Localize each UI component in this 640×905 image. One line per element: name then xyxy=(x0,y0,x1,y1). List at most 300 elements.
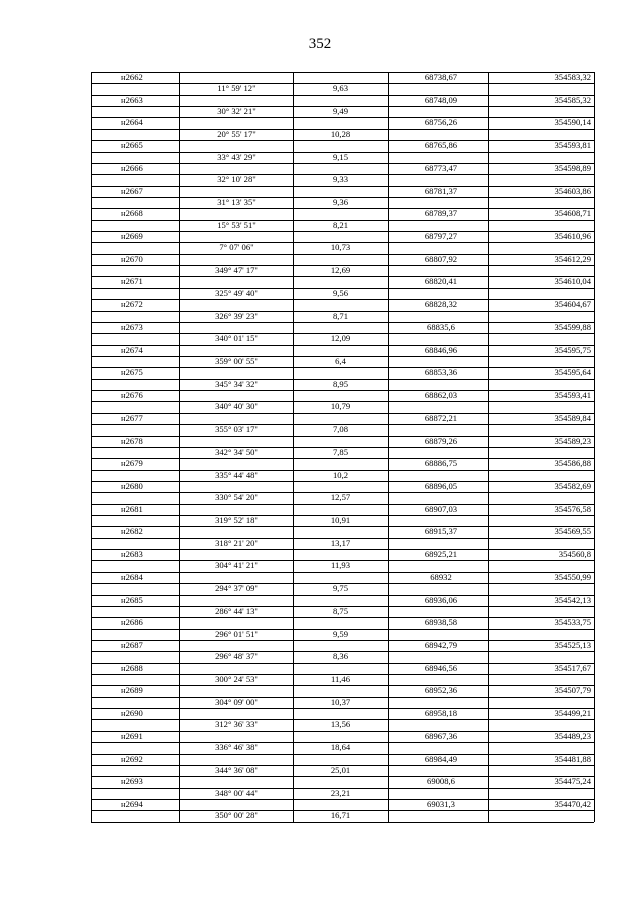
point-row xyxy=(91,481,594,492)
column-divider xyxy=(488,674,489,685)
column-divider xyxy=(91,458,92,469)
point-row xyxy=(91,367,594,378)
column-divider xyxy=(91,549,92,560)
column-divider xyxy=(91,106,92,117)
segment-length: 9,15 xyxy=(332,151,349,162)
column-divider xyxy=(179,708,180,719)
coordinate-y: 354586,88 xyxy=(554,458,591,469)
column-divider xyxy=(388,470,389,481)
direction-angle: 296° 48' 37" xyxy=(215,651,258,662)
column-divider xyxy=(179,549,180,560)
column-divider xyxy=(91,595,92,606)
column-divider xyxy=(91,538,92,549)
column-divider xyxy=(594,481,595,492)
column-divider xyxy=(388,538,389,549)
point-name: н2672 xyxy=(121,299,143,310)
column-divider xyxy=(388,117,389,128)
segment-length: 8,71 xyxy=(332,310,349,321)
segment-row xyxy=(91,197,594,208)
column-divider xyxy=(388,515,389,526)
column-divider xyxy=(179,208,180,219)
table-bottom-border xyxy=(91,822,594,823)
coordinate-y: 354610,96 xyxy=(554,231,591,242)
direction-angle: 296° 01' 51" xyxy=(215,628,258,639)
column-divider xyxy=(594,254,595,265)
direction-angle: 319° 52' 18" xyxy=(215,515,258,526)
column-divider xyxy=(179,617,180,628)
column-divider xyxy=(488,197,489,208)
column-divider xyxy=(388,754,389,765)
column-divider xyxy=(388,276,389,287)
column-divider xyxy=(388,197,389,208)
column-divider xyxy=(594,515,595,526)
point-row xyxy=(91,72,594,83)
column-divider xyxy=(293,322,294,333)
column-divider xyxy=(388,220,389,231)
column-divider xyxy=(179,345,180,356)
column-divider xyxy=(179,254,180,265)
column-divider xyxy=(388,288,389,299)
column-divider xyxy=(179,640,180,651)
column-divider xyxy=(293,617,294,628)
segment-row xyxy=(91,788,594,799)
column-divider xyxy=(91,208,92,219)
column-divider xyxy=(293,367,294,378)
direction-angle: 345° 34' 32" xyxy=(215,378,258,389)
column-divider xyxy=(91,560,92,571)
column-divider xyxy=(91,379,92,390)
column-divider xyxy=(388,572,389,583)
coordinate-y: 354589,23 xyxy=(554,435,591,446)
column-divider xyxy=(388,708,389,719)
column-divider xyxy=(594,685,595,696)
column-divider xyxy=(388,356,389,367)
segment-row xyxy=(91,333,594,344)
column-divider xyxy=(91,447,92,458)
segment-length: 13,17 xyxy=(330,537,351,548)
column-divider xyxy=(388,731,389,742)
column-divider xyxy=(293,254,294,265)
segment-row xyxy=(91,674,594,685)
column-divider xyxy=(594,595,595,606)
column-divider xyxy=(488,629,489,640)
segment-length: 7,85 xyxy=(332,446,349,457)
segment-row xyxy=(91,242,594,253)
column-divider xyxy=(388,140,389,151)
point-name: н2663 xyxy=(121,94,143,105)
point-name: н2684 xyxy=(121,571,143,582)
column-divider xyxy=(488,719,489,730)
column-divider xyxy=(388,492,389,503)
column-divider xyxy=(488,606,489,617)
point-row xyxy=(91,436,594,447)
point-name: н2667 xyxy=(121,185,143,196)
column-divider xyxy=(388,424,389,435)
column-divider xyxy=(488,651,489,662)
column-divider xyxy=(179,731,180,742)
column-divider xyxy=(594,72,595,83)
column-divider xyxy=(293,572,294,583)
column-divider xyxy=(594,311,595,322)
point-row xyxy=(91,549,594,560)
segment-length: 12,57 xyxy=(330,492,351,503)
column-divider xyxy=(293,95,294,106)
column-divider xyxy=(388,333,389,344)
column-divider xyxy=(179,413,180,424)
point-name: н2665 xyxy=(121,140,143,151)
column-divider xyxy=(594,117,595,128)
column-divider xyxy=(293,754,294,765)
column-divider xyxy=(388,481,389,492)
column-divider xyxy=(388,685,389,696)
column-divider xyxy=(388,152,389,163)
segment-row xyxy=(91,651,594,662)
coordinate-x: 68765,86 xyxy=(424,140,458,151)
direction-angle: 340° 40' 30" xyxy=(215,401,258,412)
column-divider xyxy=(594,265,595,276)
point-row xyxy=(91,231,594,242)
column-divider xyxy=(91,788,92,799)
segment-length: 10,2 xyxy=(332,469,349,480)
coordinate-x: 68886,75 xyxy=(424,458,458,469)
segment-length: 6,4 xyxy=(335,355,346,366)
column-divider xyxy=(293,390,294,401)
column-divider xyxy=(388,163,389,174)
column-divider xyxy=(91,765,92,776)
column-divider xyxy=(91,776,92,787)
segment-row xyxy=(91,470,594,481)
segment-length: 8,95 xyxy=(332,378,349,389)
point-name: н2662 xyxy=(121,72,143,82)
point-row xyxy=(91,458,594,469)
segment-length: 10,37 xyxy=(330,696,351,707)
point-row xyxy=(91,617,594,628)
segment-length: 25,01 xyxy=(330,764,351,775)
segment-row xyxy=(91,265,594,276)
coordinate-y: 354595,75 xyxy=(554,344,591,355)
direction-angle: 326° 39' 23" xyxy=(215,310,258,321)
column-divider xyxy=(388,549,389,560)
column-divider xyxy=(594,140,595,151)
column-divider xyxy=(388,106,389,117)
segment-row xyxy=(91,810,594,821)
coordinate-x: 68828,32 xyxy=(424,299,458,310)
direction-angle: 318° 21' 20" xyxy=(215,537,258,548)
coordinate-x: 68984,49 xyxy=(424,753,458,764)
segment-length: 10,91 xyxy=(330,515,351,526)
point-row xyxy=(91,254,594,265)
column-divider xyxy=(293,186,294,197)
coordinate-y: 354604,67 xyxy=(554,299,591,310)
point-name: н2687 xyxy=(121,639,143,650)
coordinate-x: 68748,09 xyxy=(424,94,458,105)
coordinate-x: 68781,37 xyxy=(424,185,458,196)
column-divider xyxy=(594,163,595,174)
column-divider xyxy=(91,606,92,617)
column-divider xyxy=(388,322,389,333)
direction-angle: 11° 59' 12" xyxy=(217,83,256,94)
column-divider xyxy=(91,583,92,594)
point-name: н2676 xyxy=(121,390,143,401)
column-divider xyxy=(388,595,389,606)
column-divider xyxy=(91,276,92,287)
column-divider xyxy=(91,651,92,662)
segment-length: 12,69 xyxy=(330,265,351,276)
point-name: н2671 xyxy=(121,276,143,287)
column-divider xyxy=(179,95,180,106)
direction-angle: 304° 41' 21" xyxy=(215,560,258,571)
column-divider xyxy=(179,72,180,83)
coordinate-x: 68862,03 xyxy=(424,390,458,401)
direction-angle: 330° 54' 20" xyxy=(215,492,258,503)
coordinate-x: 69008,6 xyxy=(427,776,455,787)
coordinate-x: 68835,6 xyxy=(427,321,455,332)
coordinate-x: 68942,79 xyxy=(424,639,458,650)
coordinate-x: 68773,47 xyxy=(424,162,458,173)
coordinate-x: 68872,21 xyxy=(424,412,458,423)
column-divider xyxy=(293,504,294,515)
column-divider xyxy=(594,799,595,810)
segment-row xyxy=(91,742,594,753)
column-divider xyxy=(594,663,595,674)
coordinate-x: 68879,26 xyxy=(424,435,458,446)
column-divider xyxy=(179,299,180,310)
column-divider xyxy=(488,538,489,549)
segment-length: 13,56 xyxy=(330,719,351,730)
segment-length: 10,28 xyxy=(330,128,351,139)
coordinate-x: 68938,58 xyxy=(424,617,458,628)
coordinate-y: 354550,99 xyxy=(554,571,591,582)
column-divider xyxy=(91,265,92,276)
coordinate-y: 354470,42 xyxy=(554,799,591,809)
point-name: н2693 xyxy=(121,776,143,787)
coordinate-x: 68967,36 xyxy=(424,730,458,741)
column-divider xyxy=(179,231,180,242)
column-divider xyxy=(91,719,92,730)
column-divider xyxy=(293,640,294,651)
direction-angle: 344° 36' 08" xyxy=(215,764,258,775)
column-divider xyxy=(388,367,389,378)
column-divider xyxy=(594,242,595,253)
column-divider xyxy=(91,640,92,651)
segment-row xyxy=(91,606,594,617)
column-divider xyxy=(594,356,595,367)
coordinate-y: 354612,29 xyxy=(554,253,591,264)
point-row xyxy=(91,572,594,583)
direction-angle: 342° 34' 50" xyxy=(215,446,258,457)
column-divider xyxy=(594,731,595,742)
column-divider xyxy=(91,333,92,344)
point-name: н2680 xyxy=(121,480,143,491)
column-divider xyxy=(91,799,92,810)
column-divider xyxy=(293,481,294,492)
column-divider xyxy=(293,276,294,287)
direction-angle: 20° 55' 17" xyxy=(217,128,256,139)
column-divider xyxy=(488,152,489,163)
column-divider xyxy=(594,583,595,594)
point-name: н2666 xyxy=(121,162,143,173)
point-row xyxy=(91,186,594,197)
column-divider xyxy=(91,685,92,696)
column-divider xyxy=(594,436,595,447)
column-divider xyxy=(488,742,489,753)
point-name: н2690 xyxy=(121,708,143,719)
column-divider xyxy=(388,663,389,674)
column-divider xyxy=(388,436,389,447)
segment-length: 10,73 xyxy=(330,242,351,253)
column-divider xyxy=(91,492,92,503)
column-divider xyxy=(594,651,595,662)
direction-angle: 286° 44' 13" xyxy=(215,605,258,616)
coordinate-y: 354603,86 xyxy=(554,185,591,196)
column-divider xyxy=(179,276,180,287)
point-row xyxy=(91,208,594,219)
direction-angle: 312° 36' 33" xyxy=(215,719,258,730)
column-divider xyxy=(388,629,389,640)
column-divider xyxy=(91,413,92,424)
column-divider xyxy=(293,458,294,469)
coordinate-x: 68807,92 xyxy=(424,253,458,264)
point-row xyxy=(91,799,594,810)
column-divider xyxy=(293,231,294,242)
column-divider xyxy=(293,345,294,356)
segment-length: 10,79 xyxy=(330,401,351,412)
point-row xyxy=(91,322,594,333)
column-divider xyxy=(91,424,92,435)
segment-row xyxy=(91,560,594,571)
direction-angle: 359° 00' 55" xyxy=(215,355,258,366)
point-row xyxy=(91,708,594,719)
column-divider xyxy=(91,152,92,163)
coordinate-y: 354517,67 xyxy=(554,662,591,673)
segment-row xyxy=(91,447,594,458)
column-divider xyxy=(488,401,489,412)
point-row xyxy=(91,640,594,651)
column-divider xyxy=(594,288,595,299)
coordinate-y: 354595,64 xyxy=(554,367,591,378)
coordinate-y: 354599,88 xyxy=(554,321,591,332)
column-divider xyxy=(293,413,294,424)
column-divider xyxy=(594,424,595,435)
point-row xyxy=(91,95,594,106)
column-divider xyxy=(388,651,389,662)
column-divider xyxy=(388,742,389,753)
segment-row xyxy=(91,719,594,730)
coordinate-y: 354593,41 xyxy=(554,390,591,401)
column-divider xyxy=(91,163,92,174)
coordinate-x: 68846,96 xyxy=(424,344,458,355)
column-divider xyxy=(488,83,489,94)
column-divider xyxy=(293,208,294,219)
column-divider xyxy=(91,72,92,83)
coordinate-x: 68797,27 xyxy=(424,231,458,242)
column-divider xyxy=(179,663,180,674)
column-divider xyxy=(388,186,389,197)
column-divider xyxy=(388,401,389,412)
coordinate-y: 354598,89 xyxy=(554,162,591,173)
point-name: н2682 xyxy=(121,526,143,537)
column-divider xyxy=(388,208,389,219)
column-divider xyxy=(488,129,489,140)
segment-row xyxy=(91,401,594,412)
direction-angle: 7° 07' 06" xyxy=(219,242,254,253)
coordinate-y: 354533,75 xyxy=(554,617,591,628)
column-divider xyxy=(388,674,389,685)
segment-row xyxy=(91,515,594,526)
column-divider xyxy=(91,731,92,742)
column-divider xyxy=(594,333,595,344)
column-divider xyxy=(91,504,92,515)
coordinate-x: 68896,05 xyxy=(424,480,458,491)
column-divider xyxy=(293,776,294,787)
coordinate-x: 68907,03 xyxy=(424,503,458,514)
column-divider xyxy=(91,231,92,242)
coordinate-y: 354481,88 xyxy=(554,753,591,764)
segment-length: 11,46 xyxy=(330,674,351,685)
point-name: н2686 xyxy=(121,617,143,628)
point-name: н2691 xyxy=(121,730,143,741)
column-divider xyxy=(594,492,595,503)
column-divider xyxy=(488,515,489,526)
column-divider xyxy=(594,276,595,287)
column-divider xyxy=(488,356,489,367)
point-row xyxy=(91,117,594,128)
column-divider xyxy=(594,220,595,231)
column-divider xyxy=(488,311,489,322)
column-divider xyxy=(91,311,92,322)
segment-row xyxy=(91,492,594,503)
point-row xyxy=(91,776,594,787)
point-row xyxy=(91,140,594,151)
direction-angle: 355° 03' 17" xyxy=(215,424,258,435)
column-divider xyxy=(91,470,92,481)
column-divider xyxy=(594,186,595,197)
column-divider xyxy=(488,379,489,390)
segment-length: 18,64 xyxy=(330,742,351,753)
column-divider xyxy=(488,242,489,253)
segment-row xyxy=(91,220,594,231)
column-divider xyxy=(388,617,389,628)
coordinate-y: 354475,24 xyxy=(554,776,591,787)
column-divider xyxy=(488,583,489,594)
column-divider xyxy=(488,810,489,821)
column-divider xyxy=(594,742,595,753)
point-name: н2673 xyxy=(121,321,143,332)
coordinate-y: 354608,71 xyxy=(554,208,591,219)
segment-row xyxy=(91,765,594,776)
column-divider xyxy=(91,197,92,208)
column-divider xyxy=(91,390,92,401)
column-divider xyxy=(594,470,595,481)
column-divider xyxy=(594,526,595,537)
segment-row xyxy=(91,424,594,435)
coordinate-x: 68738,67 xyxy=(424,72,458,82)
column-divider xyxy=(388,583,389,594)
column-divider xyxy=(91,481,92,492)
point-name: н2681 xyxy=(121,503,143,514)
column-divider xyxy=(293,685,294,696)
column-divider xyxy=(179,481,180,492)
segment-row xyxy=(91,152,594,163)
column-divider xyxy=(488,560,489,571)
column-divider xyxy=(179,458,180,469)
column-divider xyxy=(91,356,92,367)
column-divider xyxy=(91,117,92,128)
column-divider xyxy=(388,242,389,253)
column-divider xyxy=(488,265,489,276)
segment-length: 11,93 xyxy=(330,560,351,571)
column-divider xyxy=(594,390,595,401)
